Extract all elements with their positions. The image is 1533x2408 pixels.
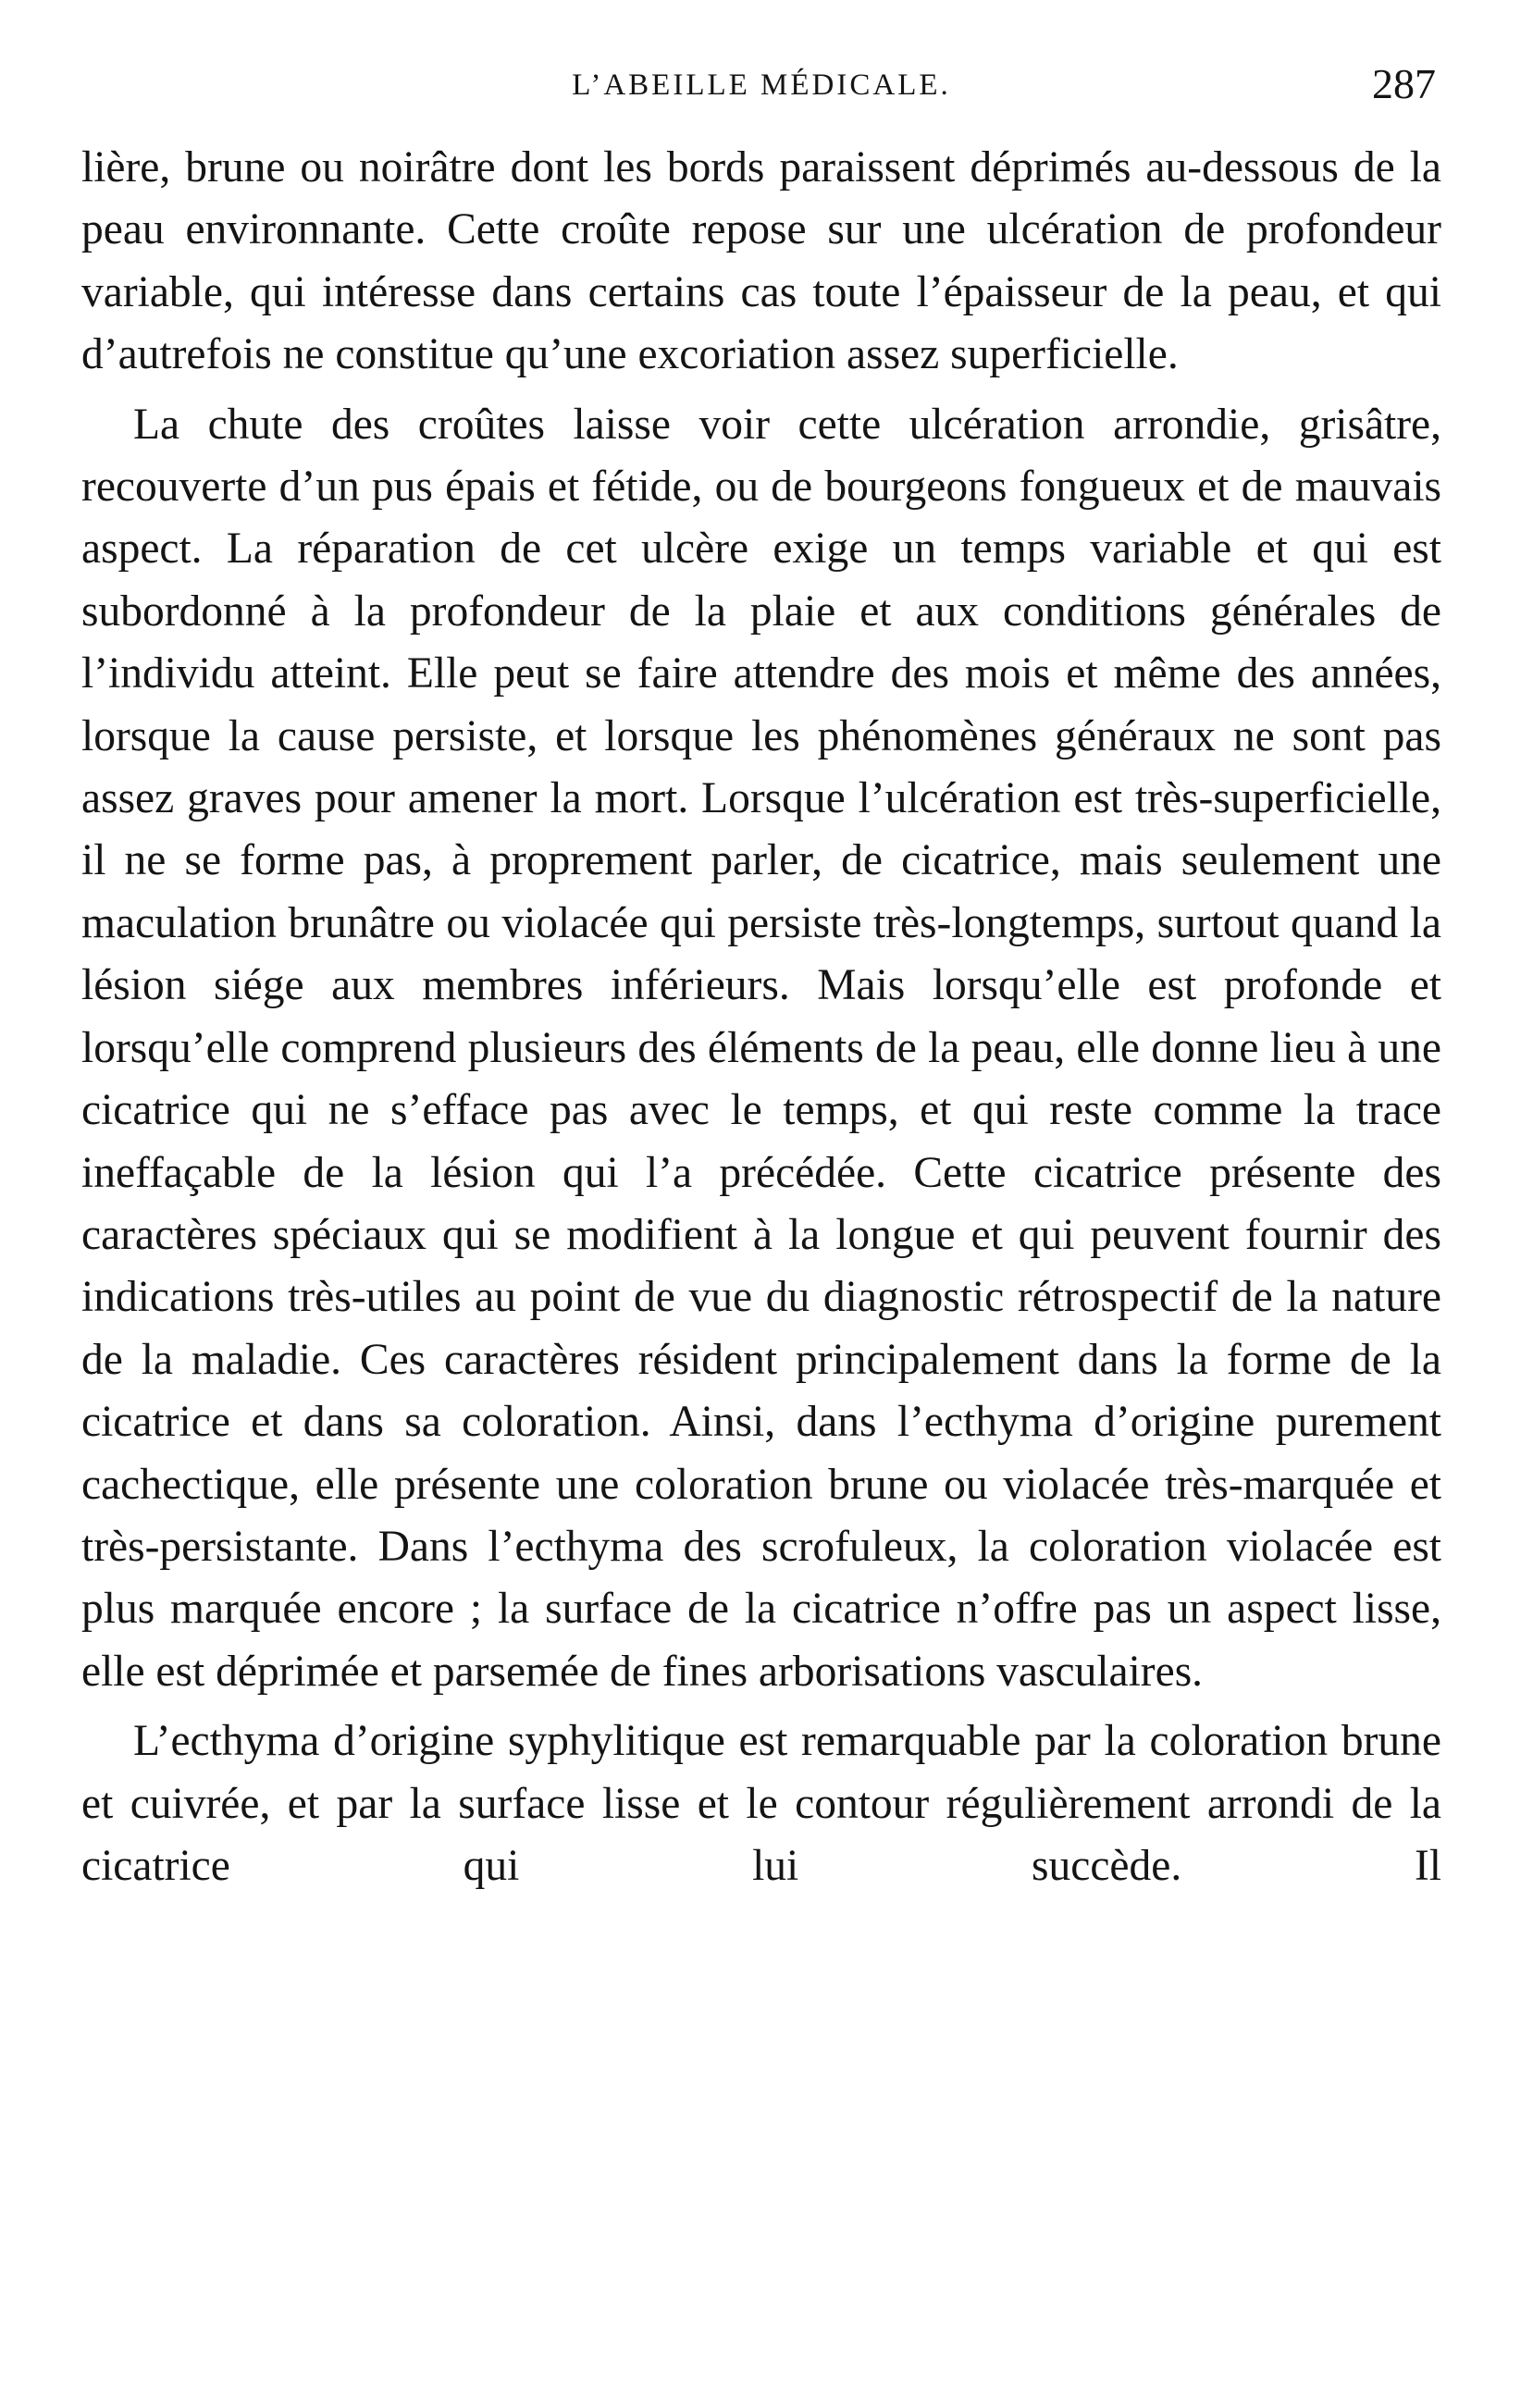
book-page bbox=[81, 56, 1441, 1897]
paragraph-continuation: lière, brune ou noirâtre dont les bords paraissent déprimés au-dessous de la peau environnante. Cette croûte repose sur une ulcération de profondeur variable, qui intéresse dans certains cas toute l’épaisseur de la peau, et qui d’autrefois ne constitue qu’une excoriation assez superficielle. bbox=[81, 143, 1441, 379]
body-text bbox=[81, 137, 1441, 1897]
paragraph-crust-fall: La chute des croûtes laisse voir cette ulcération arrondie, grisâtre, recouverte d’un pus épais et fétide, ou de bourgeons fongueux et de mauvais aspect. La réparation de cet ulcère exige un temps variable et qui est subordonné à la profondeur de la plaie et aux conditions générales de l’individu atteint. Elle peut se faire attendre des mois et même des années, lorsque la cause persiste, et lorsque les phénomènes généraux ne sont pas assez graves pour amener la mort. Lorsque l’ulcération est très-superficielle, il ne se forme pas, à proprement parler, de cicatrice, mais seulement une maculation brunâtre ou violacée qui persiste très-longtemps, surtout quand la lésion siége aux membres inférieurs. Mais lorsqu’elle est profonde et lorsqu’elle comprend plusieurs des éléments de la peau, elle donne lieu à une cicatrice qui ne s’efface pas avec le temps, et qui reste comme la trace ineffaçable de la lésion qui l’a précédée. Cette cicatrice présente des caractères spéciaux qui se modifient à la longue et qui peuvent fournir des indications très-utiles au point de vue du diagnostic rétrospectif de la nature de la maladie. Ces caractères résident principalement dans la forme de la cicatrice et dans sa coloration. Ainsi, dans l’ecthyma d’origine purement cachectique, elle présente une coloration brune ou violacée très-marquée et très-persistante. Dans l’ecthyma des scrofuleux, la coloration violacée est plus marquée encore ; la surface de la cicatrice n’offre pas un aspect lisse, elle est déprimée et parsemée de fines arborisations vasculaires. bbox=[81, 400, 1441, 1696]
page-header bbox=[81, 56, 1441, 120]
paragraph-syphilitic-ecthyma: L’ecthyma d’origine syphylitique est remarquable par la coloration brune et cuivrée, et par la surface lisse et le contour régulièrement arrondi de la cicatrice qui lui succède. Il bbox=[81, 1717, 1441, 1890]
running-title: L’ABEILLE MÉDICALE. bbox=[572, 68, 951, 102]
page-number: 287 bbox=[1372, 60, 1436, 107]
